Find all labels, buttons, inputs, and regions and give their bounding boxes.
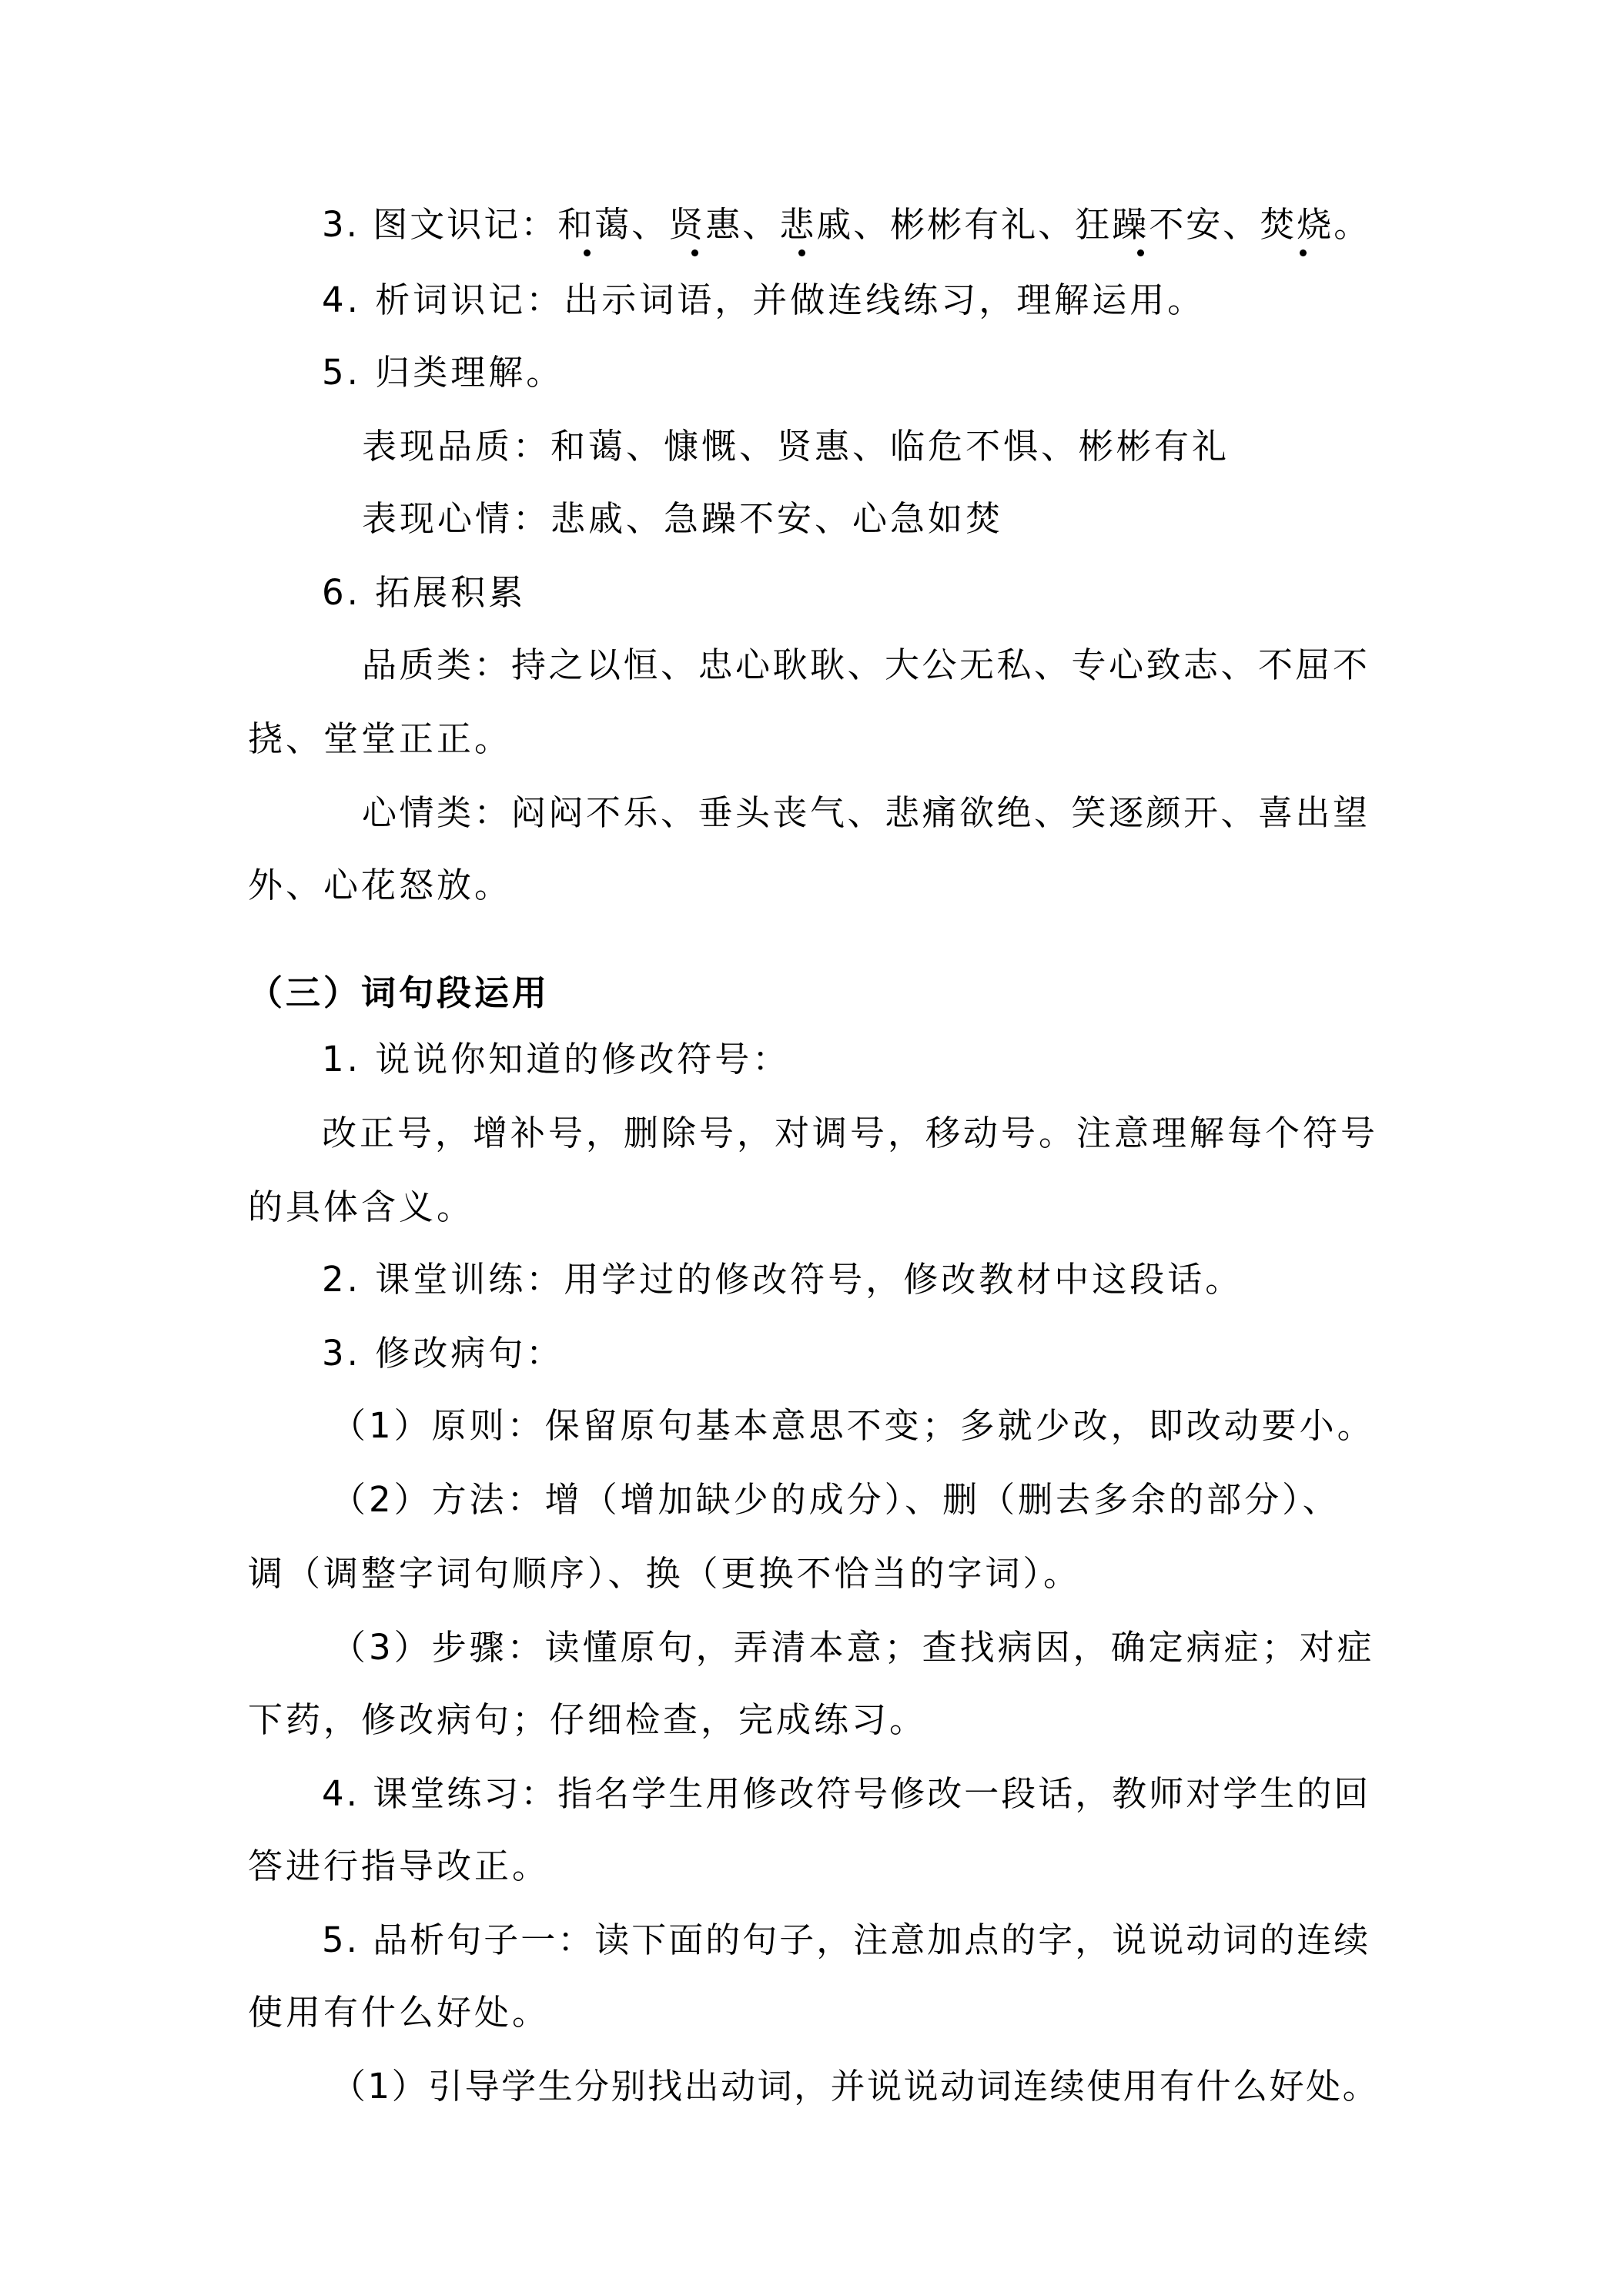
line-text: 1. 说说你知道的修改符号：	[322, 1039, 791, 1079]
emphasis-dot	[1137, 249, 1144, 256]
line-text: 表现品质：和蔼、慷慨、贤惠、临危不惧、彬彬有礼	[362, 426, 1230, 467]
line-text: 挠、堂堂正正。	[248, 718, 513, 759]
line-text: 品质类：持之以恒、忠心耿耿、大公无私、专心致志、不屈不	[362, 644, 1370, 685]
line-text: 2. 课堂训练：用学过的修改符号，修改教材中这段话。	[322, 1259, 1243, 1300]
line-text: 的具体含义。	[248, 1186, 475, 1227]
line-text: 改正号，增补号，删除号，对调号，移动号。注意理解每个符号	[322, 1113, 1379, 1153]
line-text: 使用有什么好处。	[248, 1992, 550, 2033]
emphasis-dot	[798, 249, 805, 256]
line-text: （2）方法：增（增加缺少的成分）、删（删去多余的部分）、	[331, 1479, 1340, 1520]
emphasis-dot	[584, 249, 591, 256]
line-text: （1）原则：保留原句基本意思不变；多就少改，即改动要小。	[331, 1405, 1375, 1446]
line-text: 调（调整字词句顺序）、换（更换不恰当的字词）。	[248, 1553, 1082, 1594]
line-text: （3）步骤：读懂原句，弄清本意；查找病因，确定病症；对症	[331, 1627, 1375, 1668]
line-text: 3. 图文识记：和蔼、贤惠、悲戚、彬彬有礼、狂躁不安、焚烧。	[322, 204, 1371, 245]
line-text: 3. 修改病句：	[322, 1333, 564, 1374]
line-text: 表现心情：悲戚、急躁不安、心急如焚	[362, 498, 1004, 539]
emphasis-dot	[1300, 249, 1307, 256]
line-text: 4. 课堂练习：指名学生用修改符号修改一段话，教师对学生的回	[322, 1773, 1371, 1814]
line-text: 5. 品析句子一：读下面的句子，注意加点的字，说说动词的连续	[322, 1919, 1371, 1960]
heading-text: （三）词句段运用	[248, 972, 550, 1013]
line-text: 6. 拓展积累	[322, 572, 527, 613]
line-text: 下药，修改病句；仔细检查，完成练习。	[248, 1699, 928, 1740]
line-text: 4. 析词识记：出示词语，并做连线练习，理解运用。	[322, 279, 1206, 320]
line-text: 答进行指导改正。	[248, 1846, 550, 1886]
line-text: 外、心花怒放。	[248, 865, 513, 905]
line-text: 5. 归类理解。	[322, 352, 564, 393]
emphasis-dot	[691, 249, 698, 256]
line-text: 心情类：闷闷不乐、垂头丧气、悲痛欲绝、笑逐颜开、喜出望	[362, 792, 1370, 833]
line-text: （1）引导学生分别找出动词，并说说动词连续使用有什么好处。	[331, 2066, 1380, 2107]
